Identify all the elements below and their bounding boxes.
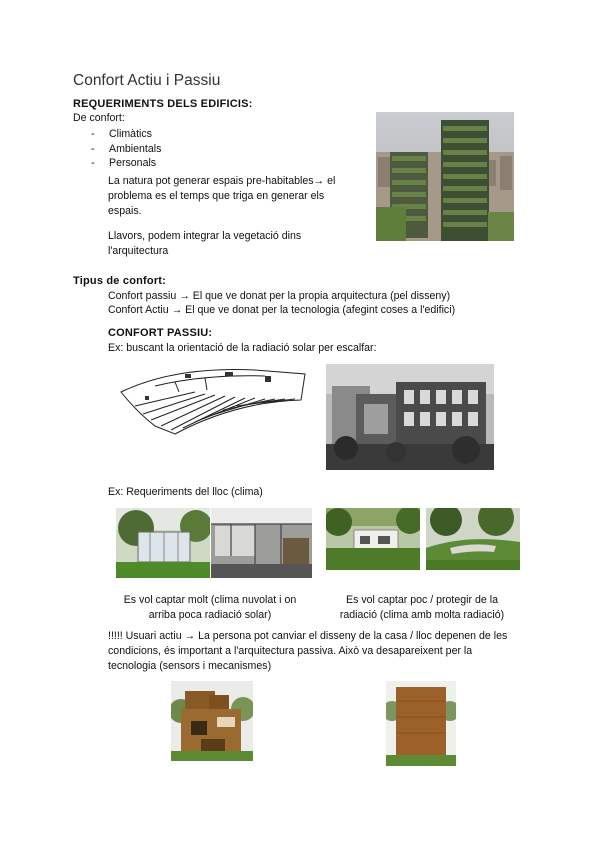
glass-house-exterior-photo bbox=[116, 508, 210, 578]
active-definition: Confort Actiu → El que ve donat per la tecnologia (afegint coses a l'edifici) bbox=[108, 304, 456, 316]
vertical-forest-photo bbox=[376, 112, 514, 241]
comfort-list bbox=[91, 127, 161, 171]
caption-cloudy-climate: Es vol captar molt (clima nuvolat i on arriba poca radiació solar) bbox=[123, 594, 297, 621]
list-item: - Personals bbox=[91, 156, 161, 171]
protected-house-photo bbox=[326, 508, 420, 570]
glass-house-interior-photo bbox=[211, 508, 312, 578]
passive-building-photo bbox=[326, 364, 494, 470]
section-heading-requirements: REQUERIMENTS DELS EDIFICIS: bbox=[73, 98, 253, 110]
closed-shutter-house-photo bbox=[386, 681, 456, 766]
section-heading-passive: CONFORT PASSIU: bbox=[108, 327, 213, 339]
earth-house-photo bbox=[426, 508, 520, 570]
list-item: - Ambientals bbox=[91, 142, 161, 157]
nature-paragraph: La natura pot generar espais pre-habitables→ el problema es el temps que triga en generar els espais. bbox=[108, 175, 336, 217]
list-item: - Climàtics bbox=[91, 127, 161, 142]
section-heading-comfort-types: Tipus de confort: bbox=[73, 275, 167, 287]
intro-text: De confort: bbox=[73, 112, 125, 124]
passive-definition: Confort passiu → El que ve donat per la propia arquitectura (pel disseny) bbox=[108, 290, 451, 302]
example-site: Ex: Requeriments del lloc (clima) bbox=[108, 486, 263, 498]
vegetation-paragraph: Llavors, podem integrar la vegetació dins l'arquitectura bbox=[108, 230, 302, 257]
open-shutter-house-photo bbox=[171, 681, 253, 761]
active-user-note: !!!!! Usuari actiu → La persona pot canviar el disseny de la casa / lloc depenen de les condicions, és important a l'arquitectura passiva. Això va desapareixent per la tecnologia (sensors i mecanismes) bbox=[108, 630, 508, 672]
page-title: Confort Actiu i Passiu bbox=[73, 72, 221, 89]
fan-plan-drawing bbox=[115, 362, 311, 438]
example-orientation: Ex: buscant la orientació de la radiació solar per escalfar: bbox=[108, 342, 377, 354]
caption-sunny-climate: Es vol captar poc / protegir de la radiació (clima amb molta radiació) bbox=[339, 594, 505, 621]
